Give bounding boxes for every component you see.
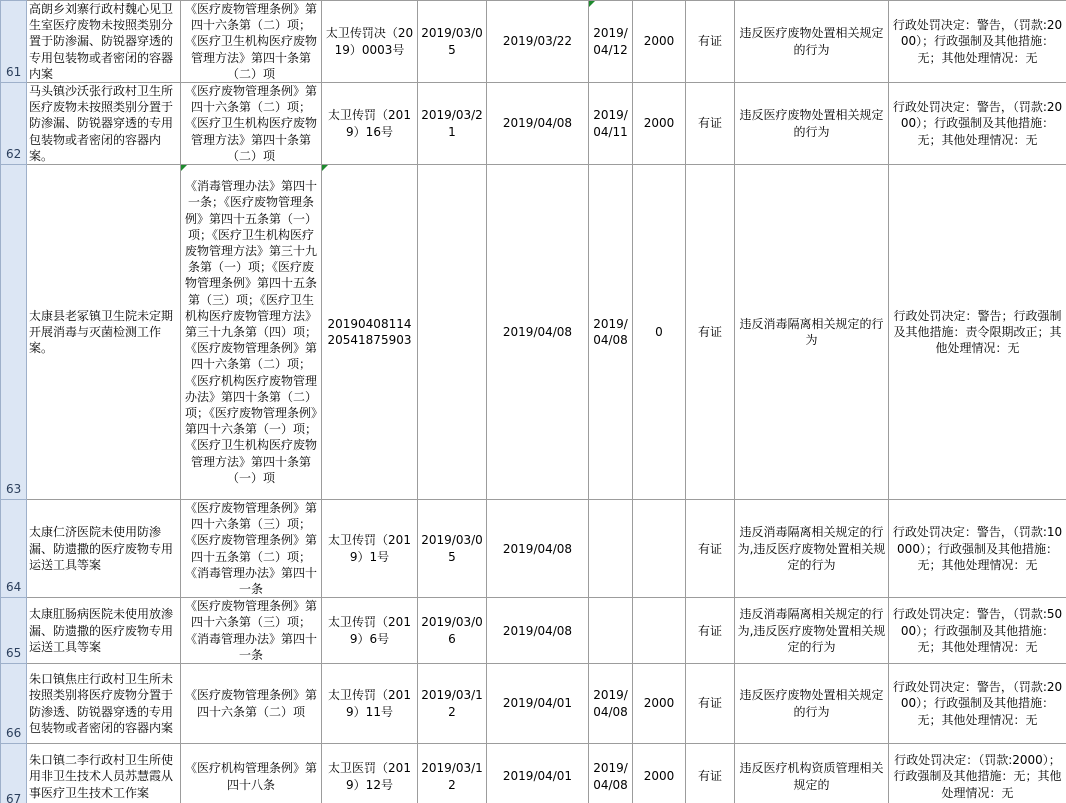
amount-cell[interactable]: 2000 <box>633 664 686 744</box>
amount-cell[interactable]: 2000 <box>633 1 686 83</box>
violation-cell[interactable]: 违反医疗废物处置相关规定的行为 <box>735 83 889 165</box>
date-cell[interactable]: 2019/03/12 <box>418 664 487 744</box>
result-cell[interactable]: 行政处罚决定：警告，（罚款:2000）；行政强制及其他措施：无；其他处理情况：无 <box>889 664 1066 744</box>
row-number[interactable]: 61 <box>1 1 27 83</box>
date-cell[interactable]: 2019/04/12 <box>589 1 633 83</box>
date-cell[interactable]: 2019/03/22 <box>487 1 589 83</box>
legal-basis-cell[interactable]: 《医疗废物管理条例》第四十六条第（三）项；《医疗废物管理条例》第四十五条第（二）项；《消毒管理办法》第四十一条 <box>181 500 322 598</box>
date-cell[interactable] <box>589 598 633 664</box>
table-row <box>1 83 1066 165</box>
document-number-cell[interactable]: 太卫传罚决（2019）0003号 <box>322 1 418 83</box>
violation-cell[interactable]: 违反消毒隔离相关规定的行为,违反医疗废物处置相关规定的行为 <box>735 500 889 598</box>
table-row <box>1 165 1066 500</box>
row-number[interactable]: 65 <box>1 598 27 664</box>
table-row <box>1 1 1066 83</box>
date-cell[interactable]: 2019/04/08 <box>487 83 589 165</box>
date-cell[interactable]: 2019/04/08 <box>487 165 589 500</box>
case-name-cell[interactable]: 朱口镇二李行政村卫生所使用非卫生技术人员苏慧霞从事医疗卫生技术工作案 <box>27 744 181 803</box>
violation-cell[interactable]: 违反消毒隔离相关规定的行为 <box>735 165 889 500</box>
license-cell[interactable]: 有证 <box>686 1 735 83</box>
license-cell[interactable]: 有证 <box>686 165 735 500</box>
table-row <box>1 598 1066 664</box>
legal-basis-cell[interactable]: 《医疗废物管理条例》第四十六条第（二）项；《医疗卫生机构医疗废物管理方法》第四十条第（二）项 <box>181 83 322 165</box>
amount-cell[interactable] <box>633 598 686 664</box>
legal-basis-cell[interactable]: 《医疗机构管理条例》第四十八条 <box>181 744 322 803</box>
table-row <box>1 664 1066 744</box>
row-number[interactable]: 63 <box>1 165 27 500</box>
result-cell[interactable]: 行政处罚决定：（罚款:2000）；行政强制及其他措施：无；其他处理情况：无 <box>889 744 1066 803</box>
case-name-cell[interactable]: 高朗乡刘寨行政村魏心见卫生室医疗废物未按照类别分置于防渗漏、防锐器穿透的专用包装物或者密闭的容器内案 <box>27 1 181 83</box>
case-name-cell[interactable]: 太康县老冢镇卫生院未定期开展消毒与灭菌检测工作案。 <box>27 165 181 500</box>
violation-cell[interactable]: 违反医疗废物处置相关规定的行为 <box>735 664 889 744</box>
date-cell[interactable]: 2019/03/06 <box>418 598 487 664</box>
date-cell[interactable]: 2019/03/05 <box>418 1 487 83</box>
result-cell[interactable]: 行政处罚决定：警告，（罚款:10000）；行政强制及其他措施：无；其他处理情况：无 <box>889 500 1066 598</box>
violation-cell[interactable]: 违反医疗废物处置相关规定的行为 <box>735 1 889 83</box>
row-number[interactable]: 66 <box>1 664 27 744</box>
table-row <box>1 744 1066 803</box>
row-number[interactable]: 64 <box>1 500 27 598</box>
document-number-cell[interactable]: 太卫传罚（2019）6号 <box>322 598 418 664</box>
license-cell[interactable]: 有证 <box>686 664 735 744</box>
document-number-cell[interactable]: 太卫传罚（2019）16号 <box>322 83 418 165</box>
legal-basis-cell[interactable]: 《医疗废物管理条例》第四十六条第（三）项；《消毒管理办法》第四十一条 <box>181 598 322 664</box>
date-cell[interactable] <box>589 500 633 598</box>
date-cell[interactable]: 2019/04/08 <box>589 744 633 803</box>
date-cell[interactable]: 2019/03/12 <box>418 744 487 803</box>
date-cell[interactable] <box>418 165 487 500</box>
legal-basis-cell[interactable]: 《消毒管理办法》第四十一条；《医疗废物管理条例》第四十五条第（一）项；《医疗卫生机构医疗废物管理方法》第三十九条第（一）项；《医疗废物管理条例》第四十五条第（三）项；《医疗卫生机构医疗废物管理方法》第三十九条第（四）项；《医疗废物管理条例》第四十六条第（二）项；《医疗机构医疗废物管理办法》第四十条第（二）项；《医疗废物管理条例》第四十六条第（一）项；《医疗卫生机构医疗废物管理方法》第四十条第（一）项 <box>181 165 322 500</box>
date-cell[interactable]: 2019/04/01 <box>487 744 589 803</box>
date-cell[interactable]: 2019/04/08 <box>487 598 589 664</box>
result-cell[interactable]: 行政处罚决定：警告；行政强制及其他措施：责令限期改正；其他处理情况：无 <box>889 165 1066 500</box>
date-cell[interactable]: 2019/03/05 <box>418 500 487 598</box>
violation-cell[interactable]: 违反医疗机构资质管理相关规定的 <box>735 744 889 803</box>
row-number[interactable]: 62 <box>1 83 27 165</box>
legal-basis-cell[interactable]: 《医疗废物管理条例》第四十六条第（二）项 <box>181 664 322 744</box>
case-name-cell[interactable]: 太康肛肠病医院未使用放渗漏、防遗撒的医疗废物专用运送工具等案 <box>27 598 181 664</box>
row-number[interactable]: 67 <box>1 744 27 803</box>
date-cell[interactable]: 2019/04/01 <box>487 664 589 744</box>
amount-cell[interactable]: 0 <box>633 165 686 500</box>
document-number-cell[interactable]: 太卫传罚（2019）1号 <box>322 500 418 598</box>
date-cell[interactable]: 2019/04/08 <box>487 500 589 598</box>
result-cell[interactable]: 行政处罚决定：警告，（罚款:2000）；行政强制及其他措施：无；其他处理情况：无 <box>889 83 1066 165</box>
document-number-cell[interactable]: 2019040811420541875903 <box>322 165 418 500</box>
license-cell[interactable]: 有证 <box>686 500 735 598</box>
table-row <box>1 500 1066 598</box>
amount-cell[interactable] <box>633 500 686 598</box>
document-number-cell[interactable]: 太卫传罚（2019）11号 <box>322 664 418 744</box>
license-cell[interactable]: 有证 <box>686 744 735 803</box>
result-cell[interactable]: 行政处罚决定：警告，（罚款:5000）；行政强制及其他措施：无；其他处理情况：无 <box>889 598 1066 664</box>
date-cell[interactable]: 2019/04/08 <box>589 664 633 744</box>
legal-basis-cell[interactable]: 《医疗废物管理条例》第四十六条第（二）项；《医疗卫生机构医疗废物管理方法》第四十条第（二）项 <box>181 1 322 83</box>
case-name-cell[interactable]: 太康仁济医院未使用防渗漏、防遗撒的医疗废物专用运送工具等案 <box>27 500 181 598</box>
amount-cell[interactable]: 2000 <box>633 744 686 803</box>
result-cell[interactable]: 行政处罚决定：警告，（罚款:2000）；行政强制及其他措施：无；其他处理情况：无 <box>889 1 1066 83</box>
date-cell[interactable]: 2019/03/21 <box>418 83 487 165</box>
amount-cell[interactable]: 2000 <box>633 83 686 165</box>
case-name-cell[interactable]: 马头镇沙沃张行政村卫生所医疗废物未按照类别分置于防渗漏、防锐器穿透的专用包装物或者密闭的容器内案。 <box>27 83 181 165</box>
date-cell[interactable]: 2019/04/08 <box>589 165 633 500</box>
license-cell[interactable]: 有证 <box>686 83 735 165</box>
case-name-cell[interactable]: 朱口镇焦庄行政村卫生所未按照类别将医疗废物分置于防渗透、防锐器穿透的专用包装物或者密闭的容器内案 <box>27 664 181 744</box>
violation-cell[interactable]: 违反消毒隔离相关规定的行为,违反医疗废物处置相关规定的行为 <box>735 598 889 664</box>
date-cell[interactable]: 2019/04/11 <box>589 83 633 165</box>
document-number-cell[interactable]: 太卫医罚（2019）12号 <box>322 744 418 803</box>
license-cell[interactable]: 有证 <box>686 598 735 664</box>
